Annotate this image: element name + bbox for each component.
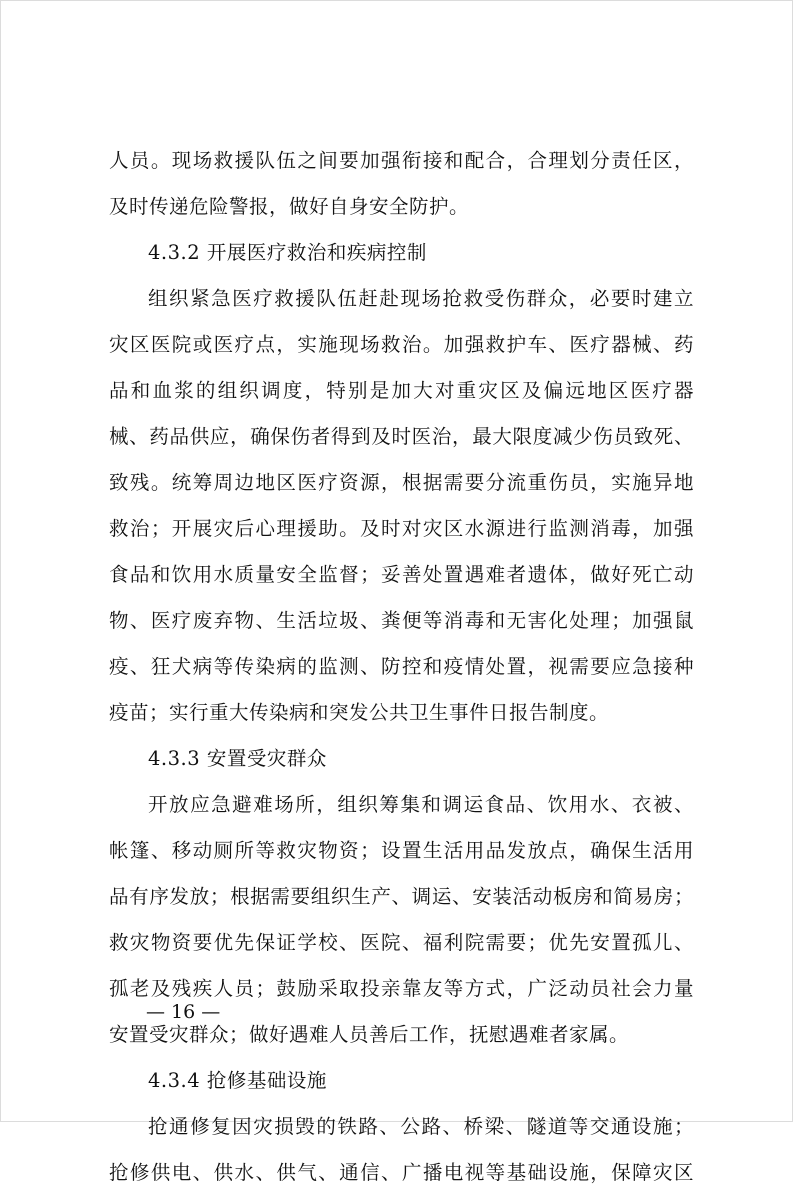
paragraph-line: 抢通修复因灾损毁的铁路、公路、桥梁、隧道等交通设施； (148, 1115, 694, 1138)
paragraph-line: 械、药品供应，确保伤者得到及时医治，最大限度减少伤员致死、 (109, 425, 694, 448)
paragraph-line: 组织紧急医疗救援队伍赶赴现场抢救受伤群众，必要时建立 (148, 287, 694, 310)
page-number: — 16 — (146, 1001, 221, 1023)
paragraph-line: 品和血浆的组织调度，特别是加大对重灾区及偏远地区医疗器 (109, 379, 694, 402)
paragraph-line: 救灾物资要优先保证学校、医院、福利院需要；优先安置孤儿、 (109, 931, 694, 954)
paragraph-line: 物、医疗废弃物、生活垃圾、粪便等消毒和无害化处理；加强鼠 (109, 609, 694, 632)
paragraph-line: 疫、狂犬病等传染病的监测、防控和疫情处置，视需要应急接种 (109, 655, 694, 678)
paragraph-line: 孤老及残疾人员；鼓励采取投亲靠友等方式，广泛动员社会力量 (109, 977, 694, 1000)
paragraph-line: 帐篷、移动厕所等救灾物资；设置生活用品发放点，确保生活用 (109, 839, 694, 862)
paragraph-line: 疫苗；实行重大传染病和突发公共卫生事件日报告制度。 (109, 701, 610, 724)
paragraph-line: 品有序发放；根据需要组织生产、调运、安装活动板房和简易房； (109, 885, 694, 908)
section-heading: 4.3.4 抢修基础设施 (148, 1069, 327, 1092)
paragraph-line: 开放应急避难场所，组织筹集和调运食品、饮用水、衣被、 (148, 793, 694, 816)
section-heading: 4.3.3 安置受灾群众 (148, 747, 327, 770)
paragraph-line: 抢修供电、供水、供气、通信、广播电视等基础设施，保障灾区 (109, 1161, 694, 1184)
section-heading: 4.3.2 开展医疗救治和疾病控制 (148, 241, 427, 264)
paragraph-line: 及时传递危险警报，做好自身安全防护。 (109, 195, 470, 218)
paragraph-line: 致残。统筹周边地区医疗资源，根据需要分流重伤员，实施异地 (109, 471, 694, 494)
paragraph-line: 灾区医院或医疗点，实施现场救治。加强救护车、医疗器械、药 (109, 333, 694, 356)
paragraph-line: 人员。现场救援队伍之间要加强衔接和配合，合理划分责任区， (109, 149, 694, 172)
paragraph-line: 救治；开展灾后心理援助。及时对灾区水源进行监测消毒，加强 (109, 517, 694, 540)
paragraph-line: 安置受灾群众；做好遇难人员善后工作，抚慰遇难者家属。 (109, 1023, 630, 1046)
paragraph-line: 食品和饮用水质量安全监督；妥善处置遇难者遗体，做好死亡动 (109, 563, 694, 586)
document-body (109, 138, 694, 1196)
